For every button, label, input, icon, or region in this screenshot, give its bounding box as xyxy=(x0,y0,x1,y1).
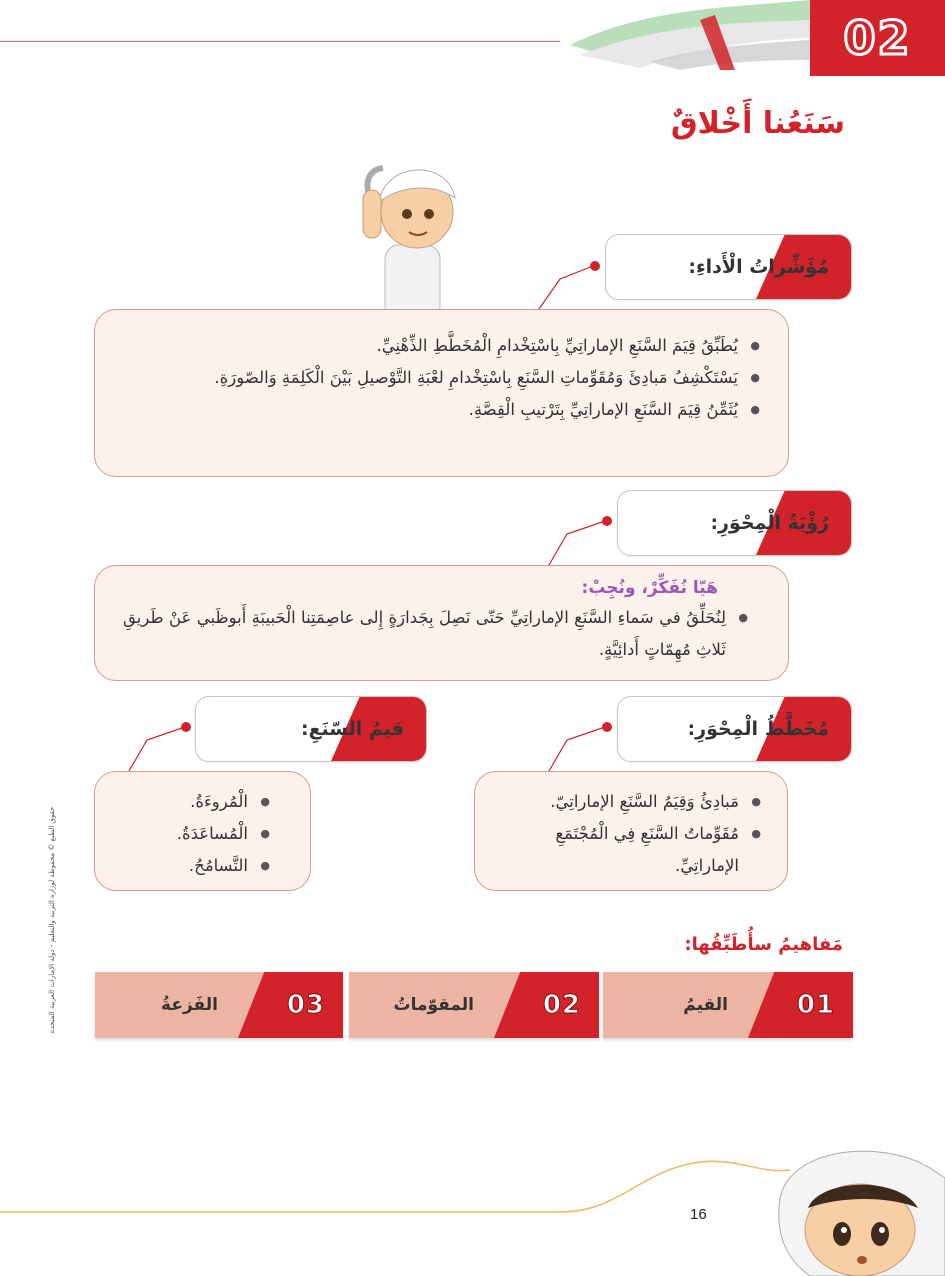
vision-label: رُؤْيَةُ الْمِحْوَرِ: xyxy=(710,512,829,534)
boy-illustration xyxy=(355,150,475,320)
list-item: ● يُثَمِّنُ قِيَمَ السَّنَعِ الإماراتِيِّ بِتَرْتيبِ الْقِصَّةِ. xyxy=(123,394,760,426)
scheme-label: مُخَطَّطُ الْمِحْوَرِ: xyxy=(687,718,829,740)
header-divider-line xyxy=(0,41,560,42)
concept-label: الفَزعةُ xyxy=(161,995,218,1015)
vision-header xyxy=(617,490,852,556)
connector-line xyxy=(545,726,607,772)
values-header xyxy=(195,696,427,762)
page-number: 16 xyxy=(690,1206,707,1223)
list-item: ● الْمُساعَدَةُ. xyxy=(109,818,270,850)
scheme-list xyxy=(489,786,761,882)
concepts-title: مَفاهيمُ سأُطَبِّقُها: xyxy=(684,934,843,955)
indicators-list xyxy=(123,330,760,426)
indicators-label: مُؤَشِّراتُ الْأَداءِ: xyxy=(688,256,829,278)
connector-line xyxy=(545,520,607,566)
vision-list xyxy=(123,602,748,666)
concept-card xyxy=(349,972,599,1038)
scheme-header xyxy=(617,696,852,762)
page-title: سَنَعُنا أَخْلاقٌ xyxy=(670,106,845,141)
connector-line xyxy=(535,265,595,310)
list-item: ● مُقَوِّماتُ السَّنَعِ فِي الْمُجْتَمَعِ الإماراتِيِّ. xyxy=(489,818,761,882)
indicators-header xyxy=(605,234,852,300)
boy-face-illustration xyxy=(770,1138,945,1276)
concept-number: 02 xyxy=(542,990,581,1020)
copyright-note xyxy=(42,760,62,1080)
concept-label: القيمُ xyxy=(683,995,728,1015)
concept-label: المقوّماتُ xyxy=(393,995,474,1015)
vision-box xyxy=(94,565,789,681)
unit-number-badge xyxy=(810,0,945,76)
concept-card xyxy=(603,972,853,1038)
vision-subheading: هَيّا نُفَكِّرْ، ونُجِبْ: xyxy=(581,578,718,598)
values-label: قيمُ السّنَعِ: xyxy=(300,718,404,740)
concept-number: 01 xyxy=(796,990,835,1020)
list-item: ● يَسْتَكْشِفُ مَبادِئَ وَمُقَوِّماتِ السَّنَعِ بِاسْتِخْدامِ لعْبَةِ التَّوْصيلِ بَيْنَ الْكَلِمَةِ وَالصّورَةِ. xyxy=(123,362,760,394)
concept-number: 03 xyxy=(286,990,325,1020)
list-item: ● التَّسامُحُ. xyxy=(109,850,270,882)
indicators-box xyxy=(94,309,789,477)
scheme-box xyxy=(474,771,788,891)
connector-line xyxy=(125,726,187,772)
values-box xyxy=(94,771,311,891)
uae-flag-ribbon xyxy=(560,0,810,70)
list-item: ● مَبادِئُ وَقِيَمُ السَّنَعِ الإماراتِيّ. xyxy=(489,786,761,818)
values-list xyxy=(109,786,270,882)
copyright-text: حقوق الطبع © محفوظة لوزارة التربية والتعليم - دولة الإمارات العربية المتحدة xyxy=(48,806,56,1034)
list-item: ● الْمُروءَةُ. xyxy=(109,786,270,818)
unit-number: 02 xyxy=(843,11,912,65)
list-item: ● يُطَبِّقُ قِيَمَ السَّنَعِ الإماراتِيِّ بِاسْتِخْدامِ الْمُخَطَّطِ الذِّهْنِيِّ. xyxy=(123,330,760,362)
list-item: ● لِنُحَلِّقُ في سَماءِ السَّنَعِ الإماراتِيِّ حَتّى نَصِلَ بِجَدارَةٍ إِلى عاصِمَتِنا الْحَبيبَةِ أَبوظَبي عَنْ طَريقِ ثَلاثِ مُهِمّاتٍ أَدائِيَّةٍ. xyxy=(123,602,748,666)
concept-card xyxy=(95,972,343,1038)
